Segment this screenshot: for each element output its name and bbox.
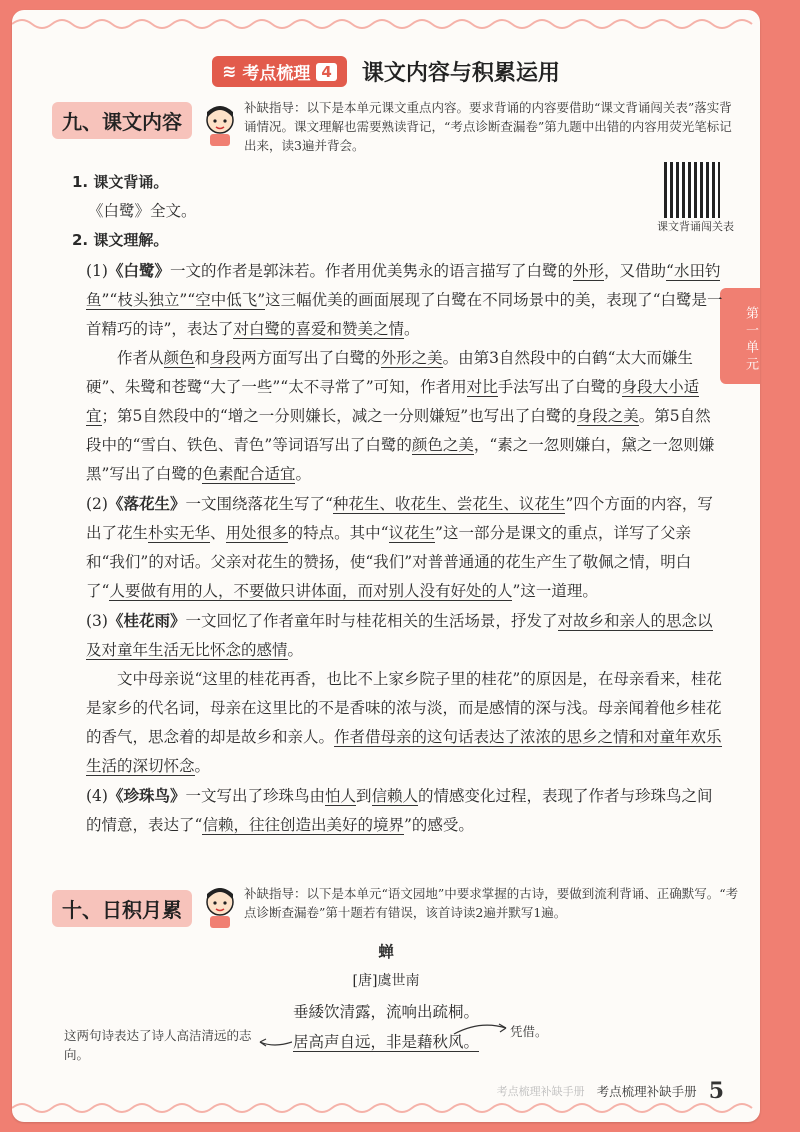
- footer-faded-text: 考点梳理补缺手册: [496, 1085, 585, 1098]
- header-title: 课文内容与积累运用: [361, 61, 560, 86]
- unit-side-tab: 第一单元: [720, 288, 760, 384]
- para-2: 作者从颜色和身段两方面写出了白鹭的外形之美。由第3自然段中的白鹤“太大而嫌生硬”、朱鹭和苍鹭“大了一些”“太不寻常了”可知，作者用对比手法写出了白鹭的身段大小适宜；第5自然段中的“增之一分则嫌长，减之一分则嫌短”也写出了白鹭的身段之美。第5自然段中的“雪白、铁色、青色”等词语写出了白鹭的颜色之美，“素之一忽则嫌白，黛之一忽则嫌黑”写出了白鹭的色素配合适宜。: [86, 349, 715, 483]
- para-3: (2)《落花生》一文围绕落花生写了“种花生、收花生、尝花生、议花生”四个方面的内容，写出了花生朴实无华、用处很多的特点。其中“议花生”这一部分是课文的重点，详写了父亲和“我们”的对话。父亲对花生的赞扬，使“我们”对普普通通的花生产生了敬佩之情，明白了“人要做有用的人，不要做只讲体面，而对别人没有好处的人”这一道理。: [86, 494, 713, 600]
- page: [12, 10, 760, 1122]
- header-number: 4: [316, 63, 336, 81]
- poem-author: [唐]虞世南: [352, 973, 420, 989]
- section-9-tag: 九、课文内容: [52, 102, 192, 139]
- item-1: [72, 168, 632, 255]
- page-number: 5: [708, 1078, 724, 1104]
- student-avatar-icon-2: [200, 882, 240, 930]
- qr-label: 课文背诵闯关表: [657, 220, 734, 233]
- poem-title: 蝉: [378, 942, 394, 961]
- arrow-left-icon: [256, 1036, 292, 1050]
- para-6: (4)《珍珠鸟》一文写出了珍珠鸟由怕人到信赖人的情感变化过程，表现了作者与珍珠鸟之间的情意，表达了“信赖，往往创造出美好的境界”的感受。: [86, 786, 713, 834]
- poem-line-2-text: 居高声自远，非是藉秋风。: [292, 1033, 479, 1051]
- top-wave-border: [12, 16, 760, 32]
- para-5: 文中母亲说“这里的桂花再香，也比不上家乡院子里的桂花”的原因是，在母亲看来，桂花是家乡的代名词，母亲在这里比的不是香味的浓与淡，而是感情的深与浅。母亲闻着他乡桂花的香气，思念着的却是故乡和亲人。作者借母亲的这句话表达了浓浓的思乡之情和对童年欢乐生活的深切怀念。: [86, 670, 722, 775]
- section-10-tag: 十、日积月累: [52, 890, 192, 927]
- item-1-body: 《白鹭》全文。: [88, 202, 197, 220]
- bottom-wave-border: [12, 1100, 760, 1116]
- para-4: (3)《桂花雨》一文回忆了作者童年时与桂花相关的生活场景，抒发了对故乡和亲人的思念以及对童年生活无比怀念的感情。: [86, 611, 713, 659]
- item-2-title: 2. 课文理解。: [72, 231, 169, 249]
- section-9-note: 补缺指导：以下是本单元课文重点内容。要求背诵的内容要借助“课文背诵闯关表”落实背诵情况。课文理解也需要熟读背记，“考点诊断查漏卷”第九题中出错的内容用荧光笔标记出来，读3遍并背会。: [244, 100, 732, 153]
- para-1: (1)《白鹭》一文的作者是郭沫若。作者用优美隽永的语言描写了白鹭的外形，又借助“水田钓鱼”“枝头独立”“空中低飞”这三幅优美的画面展现了白鹭在不同场景中的美，表现了“白鹭是一首精巧的诗”，表达了对白鹭的喜爱和赞美之情。: [86, 261, 723, 338]
- item-2-body: [86, 256, 726, 840]
- section-10-note: 补缺指导：以下是本单元“语文园地”中要求掌握的古诗，要做到流利背诵、正确默写。“考点诊断查漏卷”第十题若有错误，该首诗读2遍并默写1遍。: [244, 886, 739, 920]
- header-tag: ≋ 考点梳理 4: [212, 56, 347, 87]
- wave-icon: ≋: [222, 61, 237, 82]
- header: [12, 56, 760, 90]
- item-1-title: 1. 课文背诵。: [72, 173, 169, 191]
- footer-label: 考点梳理补缺手册: [596, 1084, 697, 1099]
- poem-annotation-right: 凭借。: [510, 1024, 548, 1039]
- qr-code: [664, 162, 720, 218]
- poem-annotation-left: 这两句诗表达了诗人高洁清远的志向。: [64, 1028, 252, 1062]
- student-avatar-icon: [200, 100, 240, 148]
- arrow-right-icon: [452, 1020, 510, 1036]
- poem-line-1: 垂緌饮清露，流响出疏桐。: [292, 1003, 479, 1021]
